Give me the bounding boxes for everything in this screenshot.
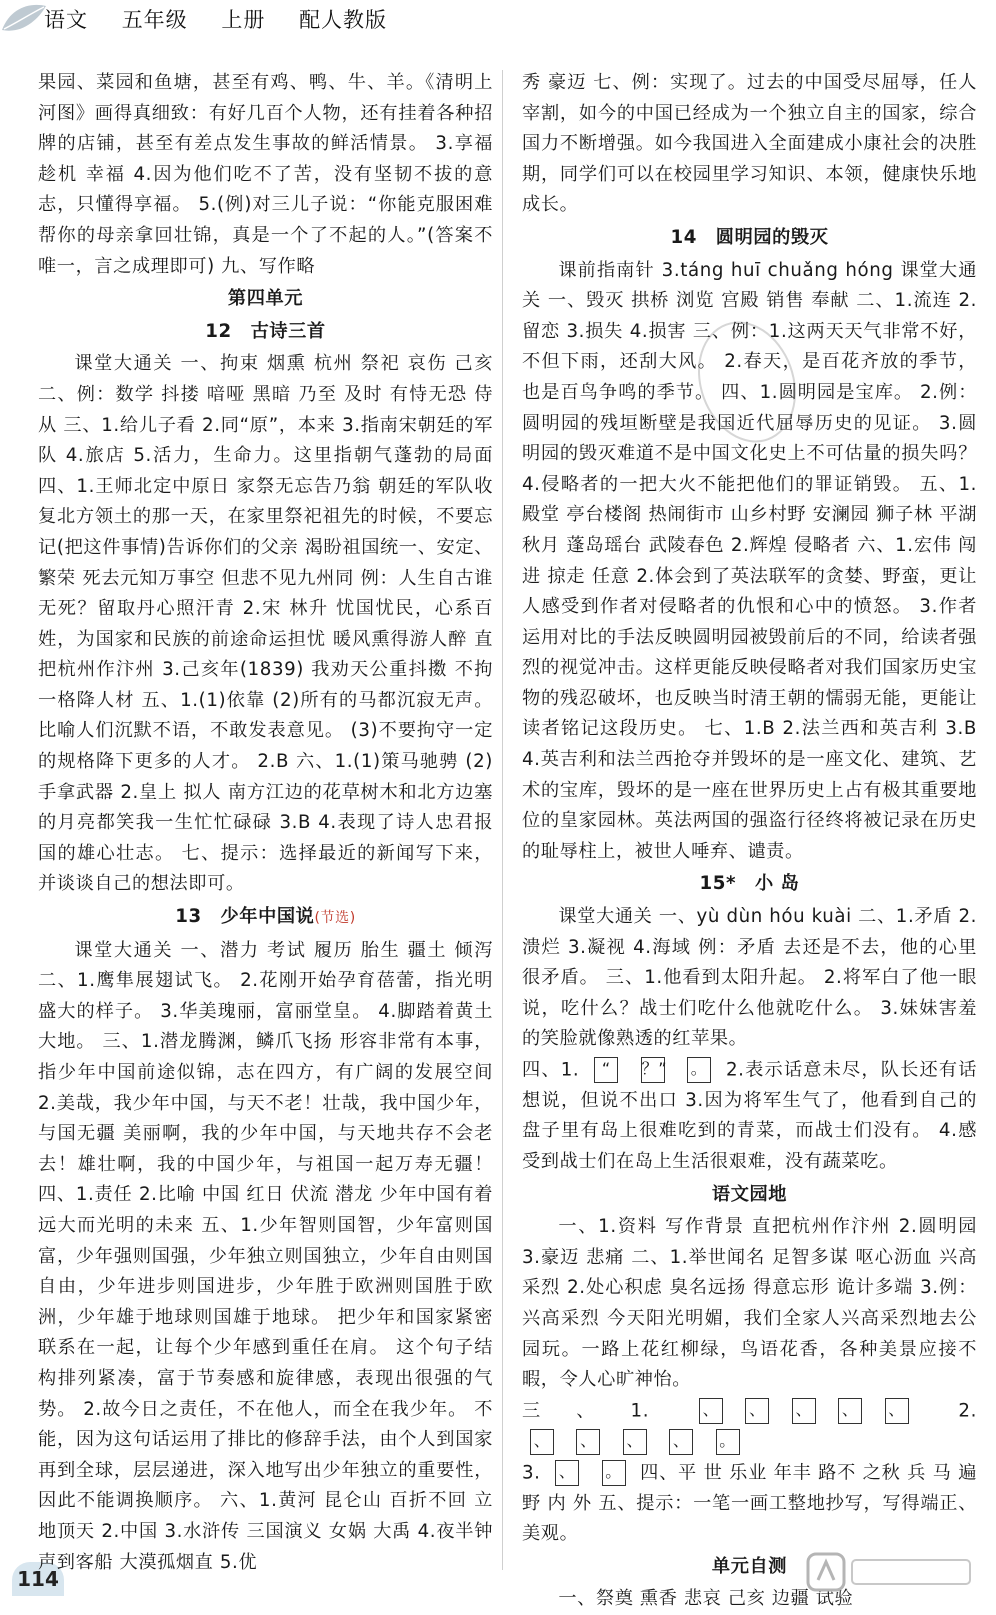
left-column [38, 68, 493, 1578]
section-title: 单元自测 [711, 1555, 788, 1577]
leaf-decoration-icon [0, 0, 48, 40]
header-volume: 上册 [221, 8, 266, 32]
right-column [522, 68, 977, 1615]
punctuation-box: “ [594, 1057, 618, 1083]
answer-paragraph: 课堂大通关 一、拘束 烟熏 杭州 祭祀 哀伤 己亥 二、例：数学 抖搂 喑哑 黑暗 乃至 及时 有恃无恐 侍从 三、1.给儿子看 2.同“原”，本来 3.指南宋朝廷的军队 4.旅店 5.活力，生命力。这里指朝气蓬勃的局面 四、1.王师北定中原日 家祭无忘告乃翁 朝廷的军队收复北方领土的那一天，在家里祭祀祖先的时候，不要忘记(把这件事情)告诉你们的父亲 渴盼祖国统一、安定、繁荣 死去元知万事空 但悲不见九州同 例：人生自古谁无死？留取丹心照汗青 2.宋 林升 忧国忧民，心系百姓，为国家和民族的前途命运担忧 暖风熏得游人醉 直把杭州作汴州 3.己亥年(1839) 我劝天公重抖擞 不拘一格降人材 五、1.(1)依靠 (2)所有的马都沉寂无声。比喻人们沉默不语，不敢发表意见。 (3)不要拘守一定的规格降下更多的人才。 2.B 六、1.(1)策马驰骋 (2)手拿武器 2.皇上 拟人 南方江边的花草树木和北方边塞的月亮都笑我一生忙忙碌碌 3.B 4.表现了诗人忠君报国的雄心壮志。 七、提示：选择最近的新闻写下来，并谈谈自己的想法即可。 [38, 353, 493, 895]
question-lead: 3. [522, 1461, 541, 1483]
punctuation-boxes [547, 1458, 633, 1489]
answer-text: 2.表示话意未尽，队长还有话想说，但说不出口 3.因为将军生气了，他看到自己的盘子里有岛上很难吃到的青菜，而战士们没有。 4.感受到战士们在岛上生活很艰难，没有蔬菜吃。 [522, 1059, 977, 1173]
unit-title: 第四单元 [227, 288, 304, 310]
punctuation-box: 、 [623, 1429, 647, 1455]
column-divider [502, 70, 503, 1570]
punctuation-box: 、 [576, 1429, 600, 1455]
punctuation-box: 。 [716, 1429, 740, 1455]
answer-paragraph: 课前指南针 3.táng huī chuǎng hóng 课堂大通关 一、毁灭 拱桥 浏览 宫殿 销售 奉献 二、1.流连 2.留恋 3.损失 4.损害 三、例：1.这两天天气非常不好，不但下雨，还刮大风。 2.春天，是百花齐放的季节，也是百鸟争鸣的季节。 四、1.圆明园是宝库。 2.例：圆明园的残垣断壁是我国近代屈辱历史的见证。 3.圆明园的毁灭难道不是中国文化史上不可估量的损失吗？ 4.侵略者的一把大火不能把他们的罪证销毁。 五、1.殿堂 亭台楼阁 热闹街市 山乡村野 安澜园 狮子林 平湖秋月 蓬岛瑶台 武陵春色 2.辉煌 侵略者 六、1.宏伟 闯进 掠走 任意 2.体会到了英法联军的贪婪、野蛮，更让人感受到作者对侵略者的仇恨和心中的愤怒。 3.作者运用对比的手法反映圆明园被毁前后的不同，给读者强烈的视觉冲击。这样更能反映侵略者对我们国家历史宝物的残忍破坏，也反映当时清王朝的懦弱无能，更能让读者铭记这段历史。 七、1.B 2.法兰西和英吉利 3.B 4.英吉利和法兰西抢夺并毁坏的是一座文化、建筑、艺术的宝库，毁坏的是一座在世界历史上占有极其重要地位的皇家园林。英法两国的强盗行径终将被记录在历史的耻辱柱上，被世人唾弃、谴责。 [522, 259, 977, 862]
punctuation-box: 、 [885, 1398, 909, 1424]
site-logo-icon [806, 1550, 976, 1594]
punctuation-box: 。 [687, 1057, 711, 1083]
punctuation-box: 、 [530, 1429, 554, 1455]
punctuation-box: 、 [669, 1429, 693, 1455]
answer-paragraph: 课堂大通关 一、yù dùn hóu kuài 二、1.矛盾 2.溃烂 3.凝视 4.海域 例：矛盾 去还是不去，他的心里很矛盾。 三、1.他看到太阳升起。 2.将军白了他一眼说，吃什么？战士们吃什么他就吃什么。 3.妹妹害羞的笑脸就像熟透的红苹果。 [522, 906, 977, 1050]
punctuation-answer-row [522, 1055, 977, 1178]
punctuation-boxes [691, 1396, 917, 1427]
lesson-title: 14 圆明园的毁灭 [670, 226, 829, 248]
answer-text: 四、平 世 乐业 年丰 路不 之秋 兵 马 遍野 内 外 五、提示：一笔一画工整地抄写，写得端正、美观。 [522, 1461, 977, 1545]
punctuation-boxes [586, 1055, 719, 1086]
punctuation-answer-row [522, 1458, 977, 1550]
punctuation-answer-row [522, 1396, 977, 1458]
punctuation-box: 、 [792, 1398, 816, 1424]
punctuation-box: 、 [699, 1398, 723, 1424]
punctuation-box: 、 [745, 1398, 769, 1424]
punctuation-box: ？” [641, 1057, 665, 1083]
answer-paragraph: 一、祭奠 熏香 悲哀 己亥 边疆 试验 [558, 1588, 854, 1610]
page-header [0, 0, 996, 50]
header-edition: 配人教版 [299, 8, 388, 32]
answer-paragraph: 秀 豪迈 七、例：实现了。过去的中国受尽屈辱，任人宰割，如今的中国已经成为一个独立自主的国家，综合国力不断增强。如今我国进入全面建成小康社会的决胜期，同学们可以在校园里学习知识、本领，健康快乐地成长。 [522, 72, 977, 216]
answer-paragraph: 一、1.资料 写作背景 直把杭州作汴州 2.圆明园 3.豪迈 悲痛 二、1.举世闻名 足智多谋 呕心沥血 兴高采烈 2.处心积虑 臭名远扬 得意忘形 诡计多端 3.例：兴高采烈 今天阳光明媚，我们全家人兴高采烈地去公园玩。一路上花红柳绿，鸟语花香，各种美景应接不暇，令人心旷神怡。 [522, 1216, 977, 1391]
punctuation-box: 。 [602, 1460, 626, 1486]
lesson-title: 12 古诗三首 [205, 320, 326, 342]
question-lead: 四、1. [522, 1059, 580, 1081]
header-subject: 语文 [44, 8, 88, 32]
lesson-title: 15* 小 岛 [699, 873, 800, 895]
page-number [12, 1562, 64, 1596]
lesson-title-note: (节选) [314, 910, 356, 927]
punctuation-box: 、 [555, 1460, 579, 1486]
answer-paragraph: 课堂大通关 一、潜力 考试 履历 胎生 疆土 倾泻 二、1.鹰隼展翅试飞。 2.花刚开始孕育蓓蕾，指光明盛大的样子。 3.华美瑰丽，富丽堂皇。 4.脚踏着黄土大地。 三、1.潜龙腾渊，鳞爪飞扬 形容非常有本事，指少年中国前途似锦，志在四方，有广阔的发展空间 2.美哉，我少年中国，与天不老！壮哉，我中国少年，与国无疆 美丽啊，我的少年中国，与天地共存不会老去！雄壮啊，我的中国少年，与祖国一起万寿无疆！ 四、1.责任 2.比喻 中国 红日 伏流 潜龙 少年中国有着远大而光明的未来 五、1.少年智则国智，少年富则国富，少年强则国强，少年独立则国独立，少年自由则国自由，少年进步则国进步，少年胜于欧洲则国胜于欧洲，少年雄于地球则国雄于地球。 把少年和国家紧密联系在一起，让每个少年感到重任在肩。 这个句子结构排列紧凑，富于节奏感和旋律感，表现出很强的气势。 2.故今日之责任，不在他人，而全在我少年。 不能，因为这句话运用了排比的修辞手法，由个人到国家再到全球，层层递进，深入地写出少年独立的重要性，因此不能调换顺序。 六、1.黄河 昆仑山 百折不回 立地顶天 2.中国 3.水浒传 三国演义 女娲 大禹 4.夜半钟声到客船 大漠孤烟直 5.优 [38, 939, 493, 1573]
lesson-title-text: 13 少年中国说 [175, 906, 315, 928]
question-lead: 2. [958, 1400, 977, 1422]
page-number-text: 114 [17, 1567, 59, 1591]
header-title [44, 4, 413, 34]
lesson-title [38, 902, 493, 934]
punctuation-boxes [522, 1427, 748, 1458]
section-title: 语文园地 [711, 1183, 788, 1205]
answer-paragraph: 果园、菜园和鱼塘，甚至有鸡、鸭、牛、羊。《清明上河图》画得真细致：有好几百个人物，还有挂着各种招牌的店铺，甚至有差点发生事故的鲜活情景。 3.享福 趁机 幸福 4.因为他们吃不了苦，没有坚韧不拔的意志，只懂得享福。 5.(例)对三儿子说：“你能克服困难帮你的母亲拿回壮锦，真是一个了不起的人。”(答案不唯一，言之成理即可) 九、写作略 [38, 72, 493, 277]
question-lead: 三、1. [522, 1400, 650, 1422]
punctuation-box: 、 [838, 1398, 862, 1424]
header-grade: 五年级 [121, 8, 188, 32]
